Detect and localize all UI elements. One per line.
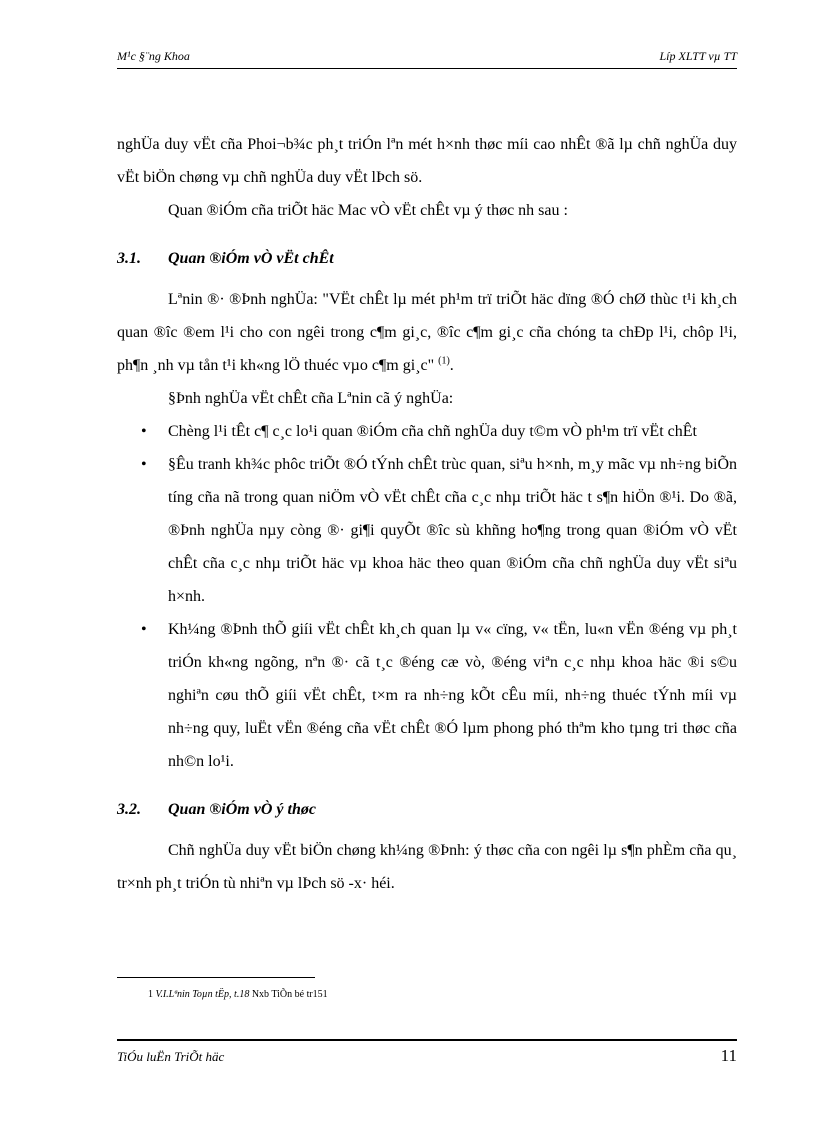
list-item bbox=[117, 415, 737, 448]
list-item-text: Kh¼ng ®Þnh thÕ giíi vËt chÊt kh¸ch quan lµ v« cïng, v« tËn, lu«n vËn ®éng vµ ph¸t triÓn kh«ng ngõng, nªn ®· cã t¸c ®éng cæ vò, ®éng viªn c¸c nhµ khoa häc ®i s©u nghiªn cøu thÕ giíi vËt chÊt, t×m ra nh÷ng kÕt cÊu míi, nh÷ng thuéc tÝnh míi vµ nh÷ng quy, luËt vËn ®éng cña vËt chÊt ®Ó lµm phong phó thªm kho tµng tri thøc cña nh©n lo¹i. bbox=[168, 621, 737, 770]
footnote bbox=[148, 989, 328, 1000]
list-item-text: §Êu tranh kh¾c phôc triÕt ®Ó tÝnh chÊt trùc quan, siªu h×nh, m¸y mãc vµ nh÷ng biÕn tíng cña nã trong quan niÖm vÒ vËt chÊt cña c¸c nhµ triÕt häc t s¶n hiÖn ®¹i. Do ®ã, ®Þnh nghÜa nµy còng ®· gi¶i quyÕt ®îc sù khñng ho¶ng trong quan ®iÓm vÒ vËt chÊt cña c¸c nhµ triÕt häc vµ khoa häc theo quan ®iÓm cña chñ nghÜa duy vËt siªu h×nh. bbox=[168, 456, 737, 605]
meaning-list bbox=[117, 415, 737, 778]
paragraph-definition bbox=[117, 283, 737, 382]
header-author: M¹c §¨ng Khoa bbox=[117, 49, 190, 63]
footnote-source: V.I.Lªnin Toµn tËp, t.18 bbox=[155, 989, 250, 1000]
header-class: Líp XLTT vµ TT bbox=[659, 49, 737, 63]
section-title: Quan ®iÓm vÒ ý thøc bbox=[168, 801, 316, 818]
bullet-icon: • bbox=[141, 456, 147, 473]
list-item bbox=[117, 448, 737, 613]
section-heading-consciousness bbox=[117, 793, 737, 826]
page-body bbox=[117, 128, 737, 900]
footnote-publisher: Nxb TiÕn bé tr151 bbox=[251, 989, 328, 1000]
section-title: Quan ®iÓm vÒ vËt chÊt bbox=[168, 250, 334, 267]
section-heading-matter bbox=[117, 242, 737, 275]
page-number: 11 bbox=[720, 1046, 737, 1065]
paragraph-consciousness: Chñ nghÜa duy vËt biÖn chøng kh¼ng ®Þnh: ý thøc cña con ngêi lµ s¶n phÈm cña qu¸ tr×nh ph¸t triÓn tù nhiªn vµ lÞch sö -x· héi. bbox=[117, 842, 737, 892]
section-number: 3.2. bbox=[117, 801, 141, 818]
paragraph-meaning-intro: §Þnh nghÜa vËt chÊt cña Lªnin cã ý nghÜa: bbox=[168, 390, 454, 407]
page-header bbox=[117, 47, 737, 69]
footer-title: TiÓu luËn TriÕt häc bbox=[117, 1049, 225, 1064]
definition-text: Lªnin ®· ®Þnh nghÜa: "VËt chÊt lµ mét ph¹m trï triÕt häc dïng ®Ó chØ thùc t¹i kh¸ch quan ®îc ®em l¹i cho con ngêi trong c¶m gi¸c, ®îc c¶m gi¸c cña chóng ta chÐp l¹i, chôp l¹i, ph¶n ¸nh vµ tån t¹i kh«ng lÖ thuéc vµo c¶m gi¸c" bbox=[117, 291, 737, 374]
page-footer bbox=[117, 1046, 737, 1070]
paragraph-lead: Quan ®iÓm cña triÕt häc Mac vÒ vËt chÊt vµ ý thøc nh sau : bbox=[168, 202, 568, 219]
footnote-number: 1 bbox=[148, 989, 153, 1000]
footnote-rule bbox=[117, 977, 315, 978]
definition-end: . bbox=[449, 357, 454, 374]
header-rule bbox=[117, 68, 737, 69]
footer-rule bbox=[117, 1039, 737, 1041]
section-number: 3.1. bbox=[117, 250, 141, 267]
bullet-icon: • bbox=[141, 423, 147, 440]
footnote-ref: (1) bbox=[438, 355, 450, 367]
paragraph-intro: nghÜa duy vËt cña Phoi¬b¾c ph¸t triÓn lªn mét h×nh thøc míi cao nhÊt ®ã lµ chñ nghÜa duy vËt biÖn chøng vµ chñ nghÜa duy vËt lÞch sö. bbox=[117, 136, 737, 186]
list-item-text: Chèng l¹i tÊt c¶ c¸c lo¹i quan ®iÓm cña chñ nghÜa duy t©m vÒ ph¹m trï vËt chÊt bbox=[168, 423, 697, 440]
list-item bbox=[117, 613, 737, 778]
bullet-icon: • bbox=[141, 621, 147, 638]
